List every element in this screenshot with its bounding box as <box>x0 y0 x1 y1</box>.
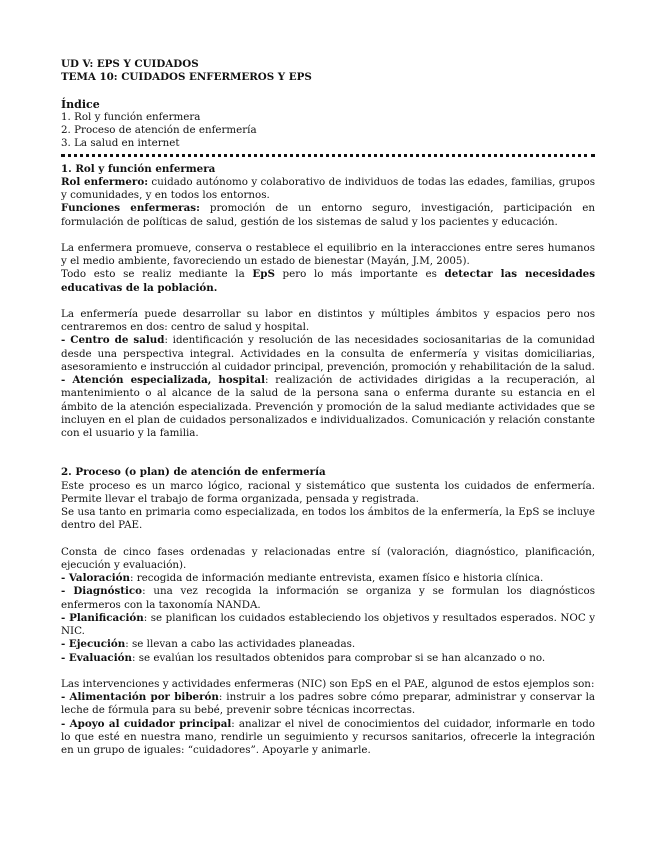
example-text: : instruir a los padres sobre cómo preparar, administrar y conservar la leche de fórmula para su bebé, prevenir sobre técnicas incorrectas. <box>61 691 595 717</box>
eps-text-a: Todo esto se realiz mediante la <box>61 268 253 281</box>
phase-item <box>61 652 595 665</box>
paragraph-primaria: Se usa tanto en primaria como especializada, en todos los ámbitos de la enfermería, la EpS se incluye dentro del PAE. <box>61 506 595 532</box>
section-2-heading: 2. Proceso (o plan) de atención de enfermería <box>61 466 326 479</box>
phase-term: - Diagnóstico <box>61 585 143 598</box>
document-header <box>61 58 595 85</box>
phase-item <box>61 585 595 612</box>
phase-term: - Evaluación <box>61 651 132 664</box>
eps-emphasis: detectar las necesidades educativas de la población. <box>61 268 595 294</box>
section-1-heading: 1. Rol y función enfermera <box>61 162 216 175</box>
topic-title: TEMA 10: CUIDADOS ENFERMEROS Y EPS <box>61 71 312 84</box>
phase-item <box>61 612 595 639</box>
phase-text: : se evalúan los resultados obtenidos para comprobar si se han alcanzado o no. <box>131 651 546 664</box>
phase-text: : se planifican los cuidados estableciendo los objetivos y resultados esperados. NOC y NIC. <box>61 611 596 637</box>
phase-term: - Ejecución <box>61 638 126 651</box>
atencion-especializada-text: : realización de actividades dirigidas a la recuperación, al mantenimiento o al alcance de la salud de la persona sana o enferma durante su estancia en el ámbito de la atención especializada. Prevención y promoción de la salud mediante actividades que se incluyen en el plan de cuidados personalizados e individualizados. Comunicación y relación constante con el usuario y la familia. <box>61 374 595 439</box>
phase-text: : se llevan a cabo las actividades planeadas. <box>125 638 356 651</box>
atencion-especializada-item <box>61 374 595 440</box>
index-title: Índice <box>61 97 100 111</box>
rol-definition <box>61 176 595 203</box>
example-text: : analizar el nivel de conocimientos del cuidador, informarle en todo lo que esté en nuestra mano, rendirle un seguimiento y recursos sanitarios, ofrecerle la integración en un grupo de iguales: “cuidadores”. Apoyarle y animarle. <box>61 717 595 756</box>
rol-term: Rol enfermero: <box>61 175 149 188</box>
centro-salud-text: : identificación y resolución de las necesidades sociosanitarias de la comunidad desde una perspectiva integral. Actividades en la consulta de enfermería y visitas domiciliarias, asesoramiento e instrucción al cuidador principal, prevención, promoción y rehabilitación de la salud. <box>61 334 595 373</box>
example-item <box>61 691 595 718</box>
section-proceso-atencion <box>61 466 595 757</box>
dotted-divider <box>61 151 595 157</box>
centro-salud-term: - Centro de salud <box>61 334 165 347</box>
document-page <box>61 58 595 757</box>
rol-text: cuidado autónomo y colaborativo de individuos de todas las edades, familias, grupos y comunidades, y en todos los entornos. <box>61 175 596 201</box>
phase-term: - Valoración <box>61 572 130 584</box>
example-term: - Alimentación por biberón <box>61 691 219 703</box>
atencion-especializada-term: - Atención especializada, hospital <box>61 374 266 386</box>
paragraph-equilibrio: La enfermera promueve, conserva o restablece el equilibrio en la interacciones entre seres humanos y el medio ambiente, favoreciendo un estado de bienestar (Mayán, J.M, 2005). <box>61 241 595 267</box>
funciones-text: promoción de un entorno seguro, investigación, participación en formulación de políticas de salud, gestión de los sistemas de salud y los pacientes y educación. <box>61 202 596 228</box>
phase-item <box>61 572 595 585</box>
funciones-term: Funciones enfermeras: <box>61 202 200 215</box>
phase-item <box>61 638 595 651</box>
paragraph-intervenciones: Las intervenciones y actividades enfermeras (NIC) son EpS en el PAE, algunod de estos ejemplos son: <box>61 677 595 690</box>
unit-title: UD V: EPS Y CUIDADOS <box>61 58 199 70</box>
example-term: - Apoyo al cuidador principal <box>61 717 232 730</box>
eps-text-b: pero lo más importante es <box>274 268 445 281</box>
index-item: 2. Proceso de atención de enfermería <box>61 124 257 136</box>
paragraph-ambitos: La enfermería puede desarrollar su labor en distintos y múltiples ámbitos y espacios pero nos centraremos en dos: centro de salud y hospital. <box>61 307 595 333</box>
eps-term: EpS <box>252 268 275 281</box>
index-item: 3. La salud en internet <box>61 137 180 150</box>
paragraph-eps <box>61 268 595 295</box>
phase-term: - Planificación <box>61 611 144 624</box>
section-rol-funcion <box>61 163 595 441</box>
funciones-definition <box>61 202 595 229</box>
example-item <box>61 718 595 758</box>
index-block <box>61 98 595 151</box>
paragraph-fases: Consta de cinco fases ordenadas y relacionadas entre sí (valoración, diagnóstico, planificación, ejecución y evaluación). <box>61 545 595 571</box>
index-item: 1. Rol y función enfermera <box>61 110 201 123</box>
paragraph-marco: Este proceso es un marco lógico, racional y sistemático que sustenta los cuidados de enfermería. Permite llevar el trabajo de forma organizada, pensada y registrada. <box>61 479 595 505</box>
centro-salud-item <box>61 334 595 374</box>
phase-text: : recogida de información mediante entrevista, examen físico e historia clínica. <box>130 572 544 584</box>
phase-text: : una vez recogida la información se organiza y se formulan los diagnósticos enfermeros con la taxonomía NANDA. <box>61 585 595 611</box>
